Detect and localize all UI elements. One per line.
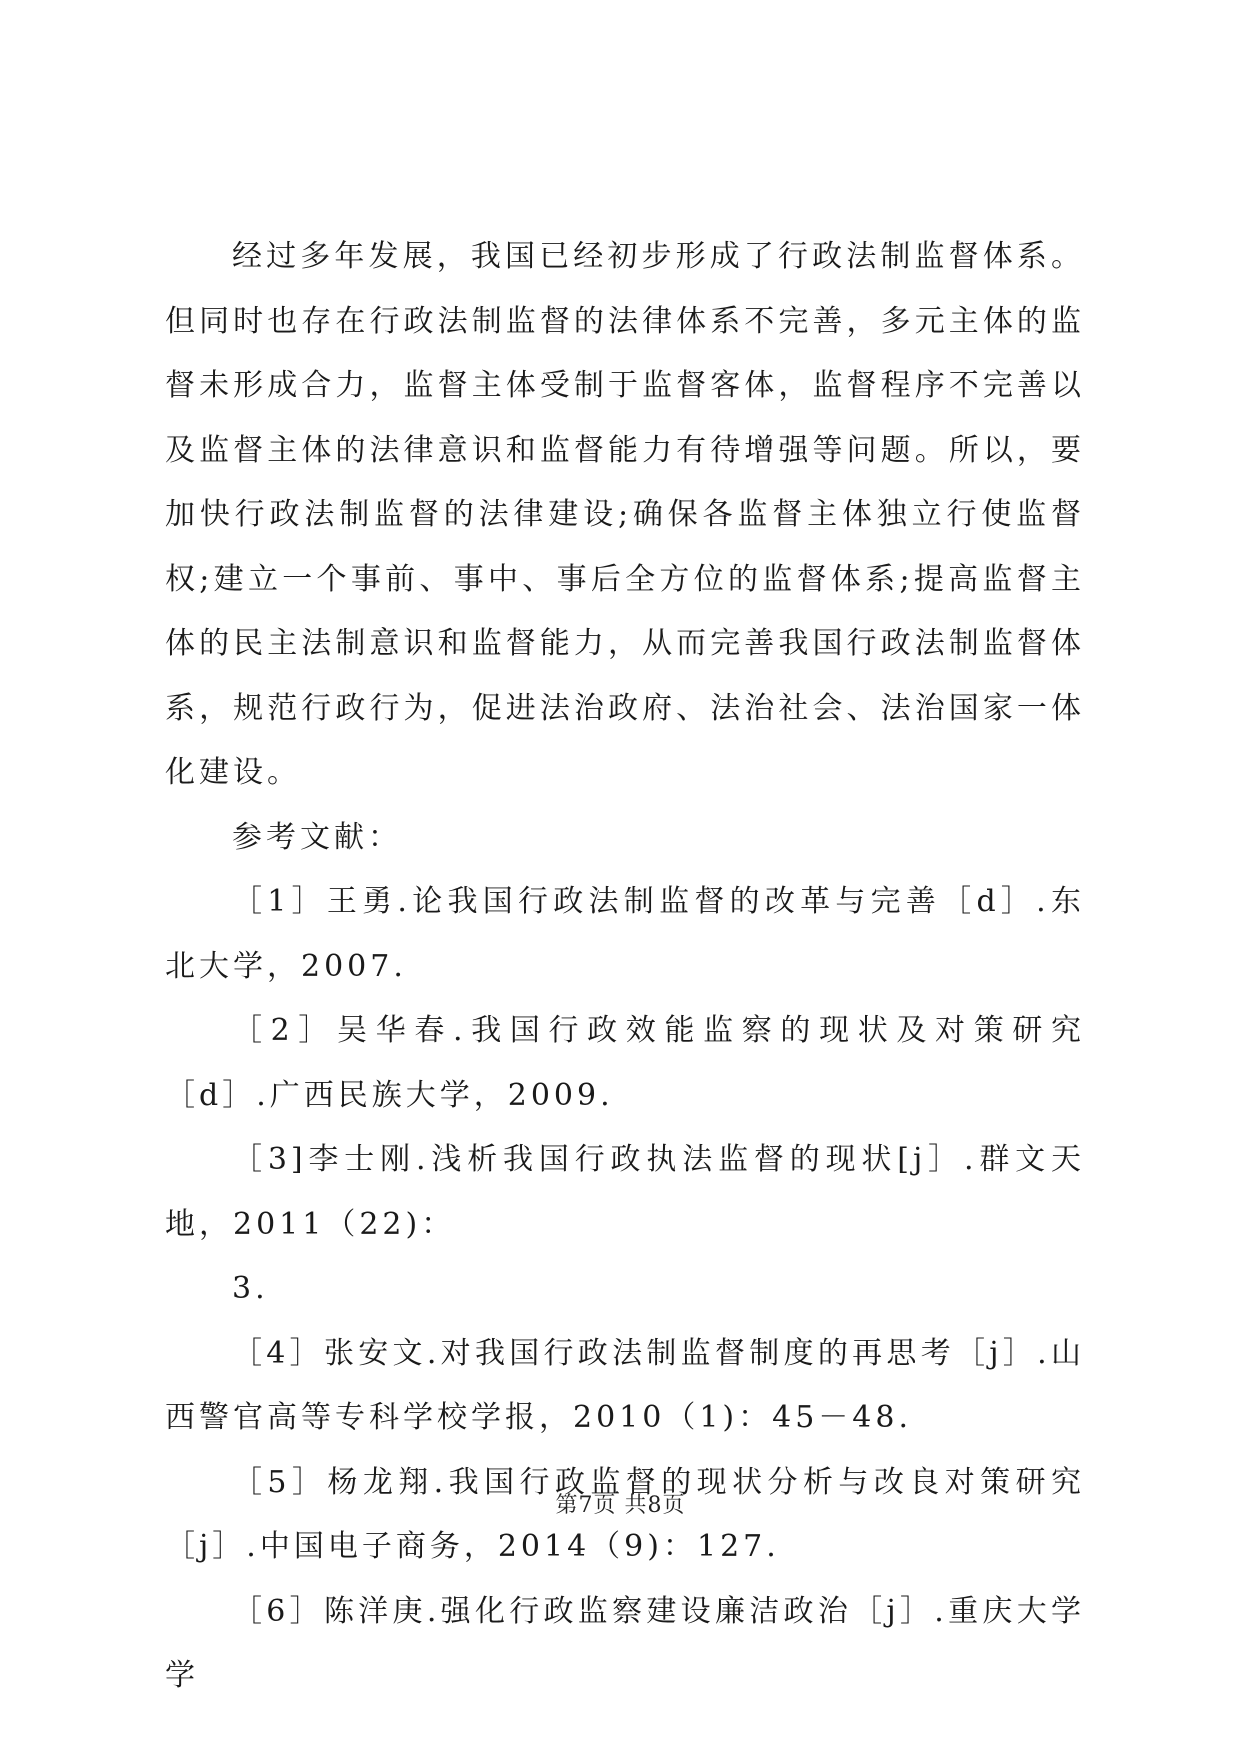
- references-heading: 参考文献：: [232, 819, 402, 855]
- reference-item-4: ［4］张安文.对我国行政法制监督制度的再思考［j］.山西警官高等专科学校学报，2010（1)：45－48.: [165, 1335, 1085, 1435]
- page-footer: 第7页 共8页: [555, 1493, 686, 1518]
- reference-item-2: ［2］吴华春.我国行政效能监察的现状及对策研究［d］.广西民族大学，2009.: [165, 1013, 1085, 1113]
- reference-item-6: ［6］陈洋庚.强化行政监察建设廉洁政治［j］.重庆大学学: [165, 1593, 1085, 1693]
- reference-item-3: ［3]李士刚.浅析我国行政执法监督的现状[j］.群文天地，2011（22)：: [165, 1142, 1085, 1242]
- reference-item-1: ［1］王勇.论我国行政法制监督的改革与完善［d］.东北大学，2007.: [165, 884, 1085, 984]
- reference-item-5: ［5］杨龙翔.我国行政监督的现状分析与改良对策研究［j］.中国电子商务，2014（9)：127.: [165, 1464, 1085, 1564]
- reference-item-3-continuation: 3.: [232, 1271, 269, 1306]
- body-paragraph: 经过多年发展，我国已经初步形成了行政法制监督体系。但同时也存在行政法制监督的法律体系不完善，多元主体的监督未形成合力，监督主体受制于监督客体，监督程序不完善以及监督主体的法律意识和监督能力有待增强等问题。所以，要加快行政法制监督的法律建设;确保各监督主体独立行使监督权;建立一个事前、事中、事后全方位的监督体系;提高监督主体的民主法制意识和监督能力，从而完善我国行政法制监督体系，规范行政行为，促进法治政府、法治社会、法治国家一体化建设。: [165, 239, 1085, 790]
- page-content: [165, 225, 1085, 1709]
